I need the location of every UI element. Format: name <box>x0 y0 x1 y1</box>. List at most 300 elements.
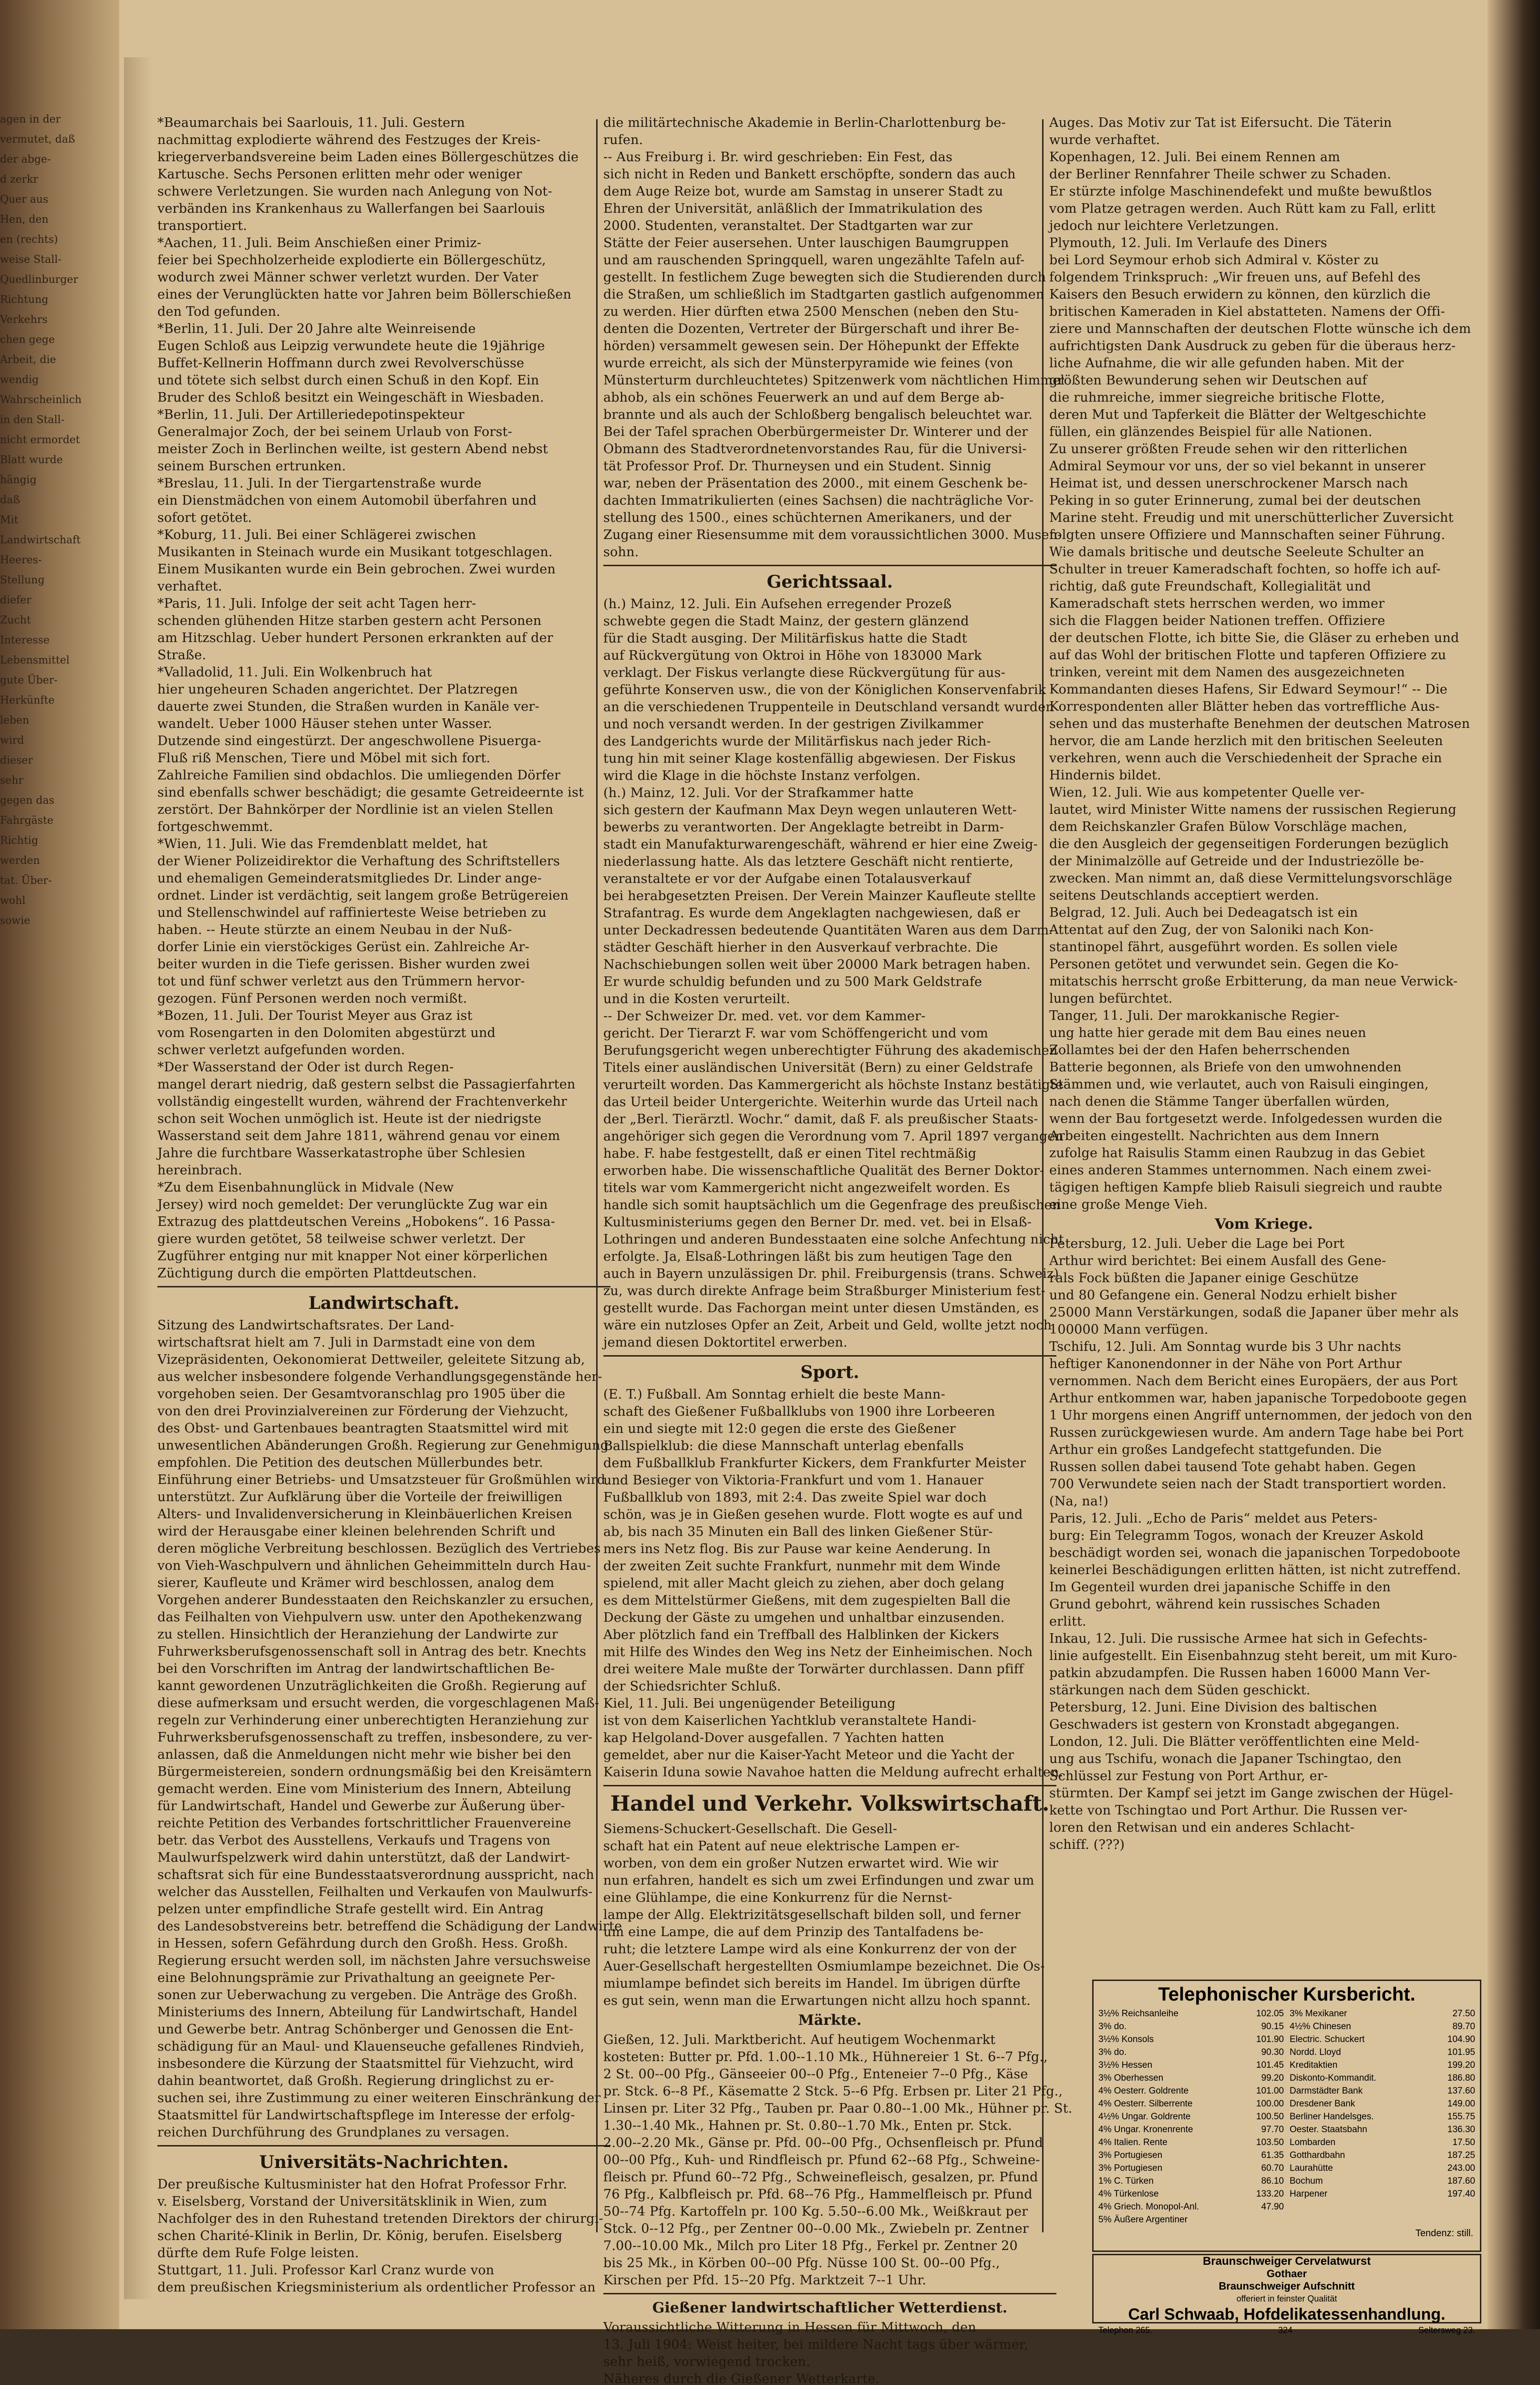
stock-report-box <box>1092 1980 1481 2252</box>
text-line: schenden glühenden Hitze starben gestern acht Personen <box>157 613 542 628</box>
stock-price: 100.50 <box>1256 2112 1284 2122</box>
text-line: *Berlin, 11. Juli. Der Artilleriedepotinspekteur <box>157 407 465 422</box>
text-line: Zugführer entging nur mit knapper Not einer körperlichen <box>157 1249 548 1264</box>
text-line: Generalmajor Zoch, der bei seinem Urlaub von Forst- <box>157 425 512 439</box>
stock-price: 90.30 <box>1261 2047 1284 2057</box>
text-line: ein und siegte mit 12:0 gegen die erste des Gießener <box>603 1421 956 1436</box>
stock-row <box>1290 2020 1475 2033</box>
adjacent-text-fragment: Interesse <box>0 634 50 646</box>
text-line: lautet, wird Minister Witte namens der russischen Regierung <box>1049 802 1457 817</box>
adjacent-text-fragment: nicht ermordet <box>0 434 80 446</box>
text-line: um eine Lampe, die auf dem Prinzip des Tantalfadens be- <box>603 1925 984 1939</box>
text-line: giere wurden getötet, 58 teilweise schwer verletzt. Der <box>157 1232 525 1246</box>
stock-name: 3½% Konsols <box>1098 2034 1154 2044</box>
text-line: von Vieh-Waschpulvern und ähnlichen Geheimmitteln durch Hau- <box>157 1558 591 1573</box>
text-line: zu, was durch direkte Anfrage beim Straßburger Ministerium fest- <box>603 1284 1045 1298</box>
text-line: Einführung einer Betriebs- und Umsatzsteuer für Großmühlen wird <box>157 1472 606 1487</box>
text-line: Kommandanten dieses Hafens, Sir Edward Seymour!“ -- Die <box>1049 682 1447 697</box>
text-line: eines anderen Stammes unternommen. Nach einem zwei- <box>1049 1163 1432 1178</box>
text-line: kosteten: Butter pr. Pfd. 1.00--1.10 Mk., Hühnereier 1 St. 6--7 Pfg., <box>603 2050 1048 2064</box>
text-line: tät Professor Prof. Dr. Thurneysen und ein Student. Sinnig <box>603 459 992 474</box>
text-line: der Schiedsrichter Schluß. <box>603 1679 781 1694</box>
stock-price: 133.20 <box>1256 2189 1284 2199</box>
text-line: Gießen, 12. Juli. Marktbericht. Auf heutigem Wochenmarkt <box>603 2032 996 2047</box>
stock-row <box>1290 2188 1475 2200</box>
stock-row <box>1290 2097 1475 2110</box>
text-line: mit Hilfe des Windes den Weg ins Netz der Einheimischen. Noch <box>603 1645 1033 1659</box>
text-line: gestellt. In festlichem Zuge bewegten sich die Studierenden durch <box>603 270 1046 285</box>
text-line: Züchtigung durch die empörten Plattdeutschen. <box>157 1266 477 1281</box>
text-line: den Tod gefunden. <box>157 304 280 319</box>
text-line: tung hin mit seiner Klage kostenfällig abgewiesen. Der Fiskus <box>603 751 1016 766</box>
text-line: Plymouth, 12. Juli. Im Verlaufe des Diners <box>1049 236 1327 250</box>
stock-price: 101.45 <box>1256 2060 1284 2070</box>
text-line: vorgehoben seien. Der Gesamtvoranschlag pro 1905 über die <box>157 1387 566 1401</box>
text-line: -- Der Schweizer Dr. med. vet. vor dem Kammer- <box>603 1009 926 1024</box>
adjacent-text-fragment: Richtig <box>0 835 39 847</box>
text-line: Stätte der Feier ausersehen. Unter lauschigen Baumgruppen <box>603 236 1009 250</box>
stock-price: 187.25 <box>1447 2150 1475 2160</box>
stock-price: 61.35 <box>1261 2150 1284 2160</box>
stock-name: 4% Oesterr. Goldrente <box>1098 2086 1189 2096</box>
text-line: dorfer Linie ein vierstöckiges Gerüst ein. Zahlreiche Ar- <box>157 940 529 954</box>
adjacent-text-fragment: tat. Über- <box>0 875 52 887</box>
adjacent-text-fragment: in den Stall- <box>0 414 64 426</box>
text-line: Berufungsgericht wegen unberechtigter Führung des akademischen <box>603 1043 1058 1058</box>
adjacent-page-text <box>0 110 114 1779</box>
text-line: London, 12. Juli. Die Blätter veröffentlichten eine Meld- <box>1049 1734 1420 1749</box>
stock-name: 3½% Hessen <box>1098 2060 1153 2070</box>
stock-name: Harpener <box>1290 2189 1328 2199</box>
text-line: sich die Flaggen beider Nationen treffen. Offiziere <box>1049 613 1385 628</box>
text-line: war, neben der Präsentation des 2000., mit einem Geschenk be- <box>603 476 1028 491</box>
text-line: Regierung ersucht werden soll, im nächsten Jahre versuchsweise <box>157 1953 591 1968</box>
text-line: Vorgehen anderer Bundesstaaten den Reichskanzler zu ersuchen, <box>157 1593 594 1607</box>
text-line: *Aachen, 11. Juli. Beim Anschießen einer Primiz- <box>157 236 482 250</box>
adjacent-text-fragment: en (rechts) <box>0 234 58 246</box>
text-line: und 80 Gefangene ein. General Nodzu erhielt bisher <box>1049 1288 1397 1303</box>
text-line: Batterie begonnen, als Briefe von den umwohnenden <box>1049 1060 1402 1075</box>
text-line: titels war vom Kammergericht nicht angezweifelt worden. Es <box>603 1181 1010 1195</box>
text-line: Fuhrwerksberufsgenossenschaft zu treffen, insbesondere, zu ver- <box>157 1730 593 1745</box>
text-line: Zu unserer größten Freude sehen wir den ritterlichen <box>1049 442 1408 456</box>
universitaet-text <box>157 2176 610 2296</box>
text-line: Vizepräsidenten, Oekonomierat Dettweiler, geleitete Sitzung ab, <box>157 1352 585 1367</box>
text-line: empfohlen. Die Petition des deutschen Müllerbundes betr. <box>157 1455 543 1470</box>
text-line: Heimat ist, und dessen unerschrockener Marsch nach <box>1049 476 1408 491</box>
text-line: Stuttgart, 11. Juli. Professor Karl Cranz wurde von <box>157 2263 495 2278</box>
text-line: stärkungen nach dem Süden geschickt. <box>1049 1683 1311 1698</box>
stock-name: 4% Griech. Monopol-Anl. <box>1098 2202 1199 2212</box>
text-line: seitens Deutschlands acceptiert werden. <box>1049 888 1319 903</box>
text-line: Näheres durch die Gießener Wetterkarte. <box>603 2372 880 2385</box>
text-line: geführte Konserven usw., die von der Königlichen Konservenfabrik <box>603 683 1046 697</box>
stock-row <box>1098 2162 1284 2175</box>
telegram-items <box>1049 114 1478 1213</box>
adjacent-text-fragment: Stellung <box>0 574 45 586</box>
text-line: wurde erreicht, als sich der Münsterpyramide wie feines (von <box>603 356 1013 371</box>
stock-row <box>1290 2007 1475 2020</box>
text-line: richtig, daß gute Freundschaft, Kollegialität und <box>1049 579 1371 594</box>
text-line: spielend, mit aller Macht gleich zu ziehen, aber doch gelang <box>603 1576 1005 1591</box>
text-line: hörden) versammelt gewesen sein. Der Höhepunkt der Effekte <box>603 339 1020 353</box>
text-line: *Beaumarchais bei Saarlouis, 11. Juli. Gestern <box>157 115 465 130</box>
stock-name: 3% Portugiesen <box>1098 2150 1163 2160</box>
text-line: und ehemaligen Gemeinderatsmitgliedes Dr. Linder ange- <box>157 871 542 886</box>
stock-name: 3% Mexikaner <box>1290 2009 1347 2019</box>
text-line: verhaftet. <box>157 579 222 594</box>
text-line: dahin beantwortet, daß Großh. Regierung dringlichst zu er- <box>157 2074 554 2088</box>
text-line: diese aufmerksam und ersucht werden, die vorgeschlagenen Maß- <box>157 1696 599 1711</box>
text-line: schön, was je in Gießen gesehen wurde. Flott wogte es auf und <box>603 1507 1023 1522</box>
text-line: linie aufgestellt. Ein Eisenbahnzug steht bereit, um mit Kuro- <box>1049 1649 1457 1663</box>
text-line: auch in Bayern unzulässigen Dr. phil. Freiburgensis (trans. Schweiz) <box>603 1266 1059 1281</box>
adjacent-text-fragment: der abge- <box>0 154 51 166</box>
text-line: *Paris, 11. Juli. Infolge der seit acht Tagen herr- <box>157 596 476 611</box>
text-line: bei herabgesetzten Preisen. Der Verein Mainzer Kaufleute stellte <box>603 889 1036 903</box>
stock-row <box>1098 2046 1284 2059</box>
text-line: Strafantrag. Es wurde dem Angeklagten nachgewiesen, daß er <box>603 906 1021 921</box>
text-line: der Berliner Rennfahrer Theile schwer zu Schaden. <box>1049 167 1392 182</box>
text-line: hereinbrach. <box>157 1163 243 1178</box>
adjacent-text-fragment: wendig <box>0 374 39 386</box>
text-line: welcher das Ausstellen, Feilhalten und Verkaufen von Maulwurfs- <box>157 1885 593 1899</box>
adjacent-text-fragment: chen gege <box>0 334 55 346</box>
ad-address: Seltersweg 23. <box>1418 2325 1475 2335</box>
stock-price: 101.90 <box>1256 2034 1284 2044</box>
text-line: Titels einer ausländischen Universität (Bern) zu einer Geldstrafe <box>603 1060 1034 1075</box>
stock-price: 27.50 <box>1452 2009 1475 2019</box>
text-line: (E. T.) Fußball. Am Sonntag erhielt die beste Mann- <box>603 1387 945 1402</box>
text-line: es dem Mittelstürmer Gießens, mit dem zugespielten Ball die <box>603 1593 1011 1608</box>
text-line: Bürgermeistereien, sondern ordnungsmäßig bei den Kreisämtern <box>157 1764 592 1779</box>
stock-price: 101.00 <box>1256 2086 1284 2096</box>
text-line: verkehren, wenn auch die Verschiedenheit der Sprache ein <box>1049 751 1442 766</box>
text-line: Kiel, 11. Juli. Bei ungenügender Beteiligung <box>603 1696 896 1711</box>
text-line: aufrichtigsten Dank Ausdruck zu geben für die überaus herz- <box>1049 339 1456 353</box>
text-line: Fluß riß Menschen, Tiere und Möbel mit sich fort. <box>157 751 491 766</box>
text-line: Inkau, 12. Juli. Die russische Armee hat sich in Gefechts- <box>1049 1631 1427 1646</box>
text-line: folgten unsere Offiziere und Mannschaften seiner Führung. <box>1049 528 1446 542</box>
text-line: stürmten. Der Kampf sei jetzt im Gange zwischen der Hügel- <box>1049 1786 1454 1801</box>
text-line: Er stürzte infolge Maschinendefekt und mußte bewußtlos <box>1049 184 1432 199</box>
stock-row <box>1290 2175 1475 2188</box>
text-line: am Hitzschlag. Ueber hundert Personen erkrankten auf der <box>157 631 553 645</box>
text-line: Ballspielklub: die diese Mannschaft unterlag ebenfalls <box>603 1439 964 1453</box>
adjacent-text-fragment: weise Stall- <box>0 254 62 266</box>
text-line: gezogen. Fünf Personen werden noch vermißt. <box>157 991 467 1006</box>
text-line: Zahlreiche Familien sind obdachlos. Die umliegenden Dörfer <box>157 768 561 783</box>
text-line: auf das Wohl der britischen Flotte und tapferen Offiziere zu <box>1049 648 1447 663</box>
text-line: ab, bis nach 35 Minuten ein Ball des linken Gießener Stür- <box>603 1524 993 1539</box>
text-line: heftiger Kanonendonner in der Nähe von Port Arthur <box>1049 1357 1402 1371</box>
text-line: Buffet-Kellnerin Hoffmann durch zwei Revolverschüsse <box>157 356 525 371</box>
stock-price: 102.05 <box>1256 2009 1284 2019</box>
text-line: Er wurde schuldig befunden und zu 500 Mark Geldstrafe <box>603 975 982 989</box>
text-line: vollständig eingestellt wurden, während der Frachtenverkehr <box>157 1094 568 1109</box>
text-line: brannte und als auch der Schloßberg bengalisch beleuchtet war. <box>603 407 1033 422</box>
text-line: Fuhrwerksberufsgenossenschaft soll in Antrag des betr. Knechts <box>157 1644 587 1659</box>
text-line: stadt ein Manufakturwarengeschäft, während er hier eine Zweig- <box>603 837 1038 852</box>
stock-name: 3% do. <box>1098 2022 1127 2032</box>
text-line: kannt gewordenen Unzuträglichkeiten die Großh. Regierung auf <box>157 1679 586 1693</box>
text-line: schwebte gegen die Stadt Mainz, der gestern glänzend <box>603 614 969 629</box>
text-line: Kopenhagen, 12. Juli. Bei einem Rennen am <box>1049 150 1340 165</box>
stock-row <box>1098 2123 1284 2136</box>
text-line: Ehren der Universität, anläßlich der Immatrikulation des <box>603 201 983 216</box>
stock-price: 101.95 <box>1447 2047 1475 2057</box>
text-line: Straße. <box>157 648 207 663</box>
stock-name: 4% Türkenlose <box>1098 2189 1159 2199</box>
text-line: gericht. Der Tierarzt F. war vom Schöffengericht und vom <box>603 1026 989 1041</box>
text-line: schiff. (???) <box>1049 1837 1125 1852</box>
text-line: Attentat auf den Zug, der von Saloniki nach Kon- <box>1049 923 1374 937</box>
text-line: transportiert. <box>157 218 248 233</box>
stock-price: 137.60 <box>1447 2086 1475 2096</box>
text-line: mitatschis herrscht große Erbitterung, da man neue Verwick- <box>1049 974 1458 989</box>
adjacent-text-fragment: sehr <box>0 775 23 787</box>
gutter-shadow <box>124 57 153 2299</box>
text-line: 2.00--2.20 Mk., Gänse pr. Pfd. 00--00 Pfg., Ochsenfleisch pr. Pfund <box>603 2136 1044 2150</box>
stock-price: 187.60 <box>1447 2176 1475 2186</box>
stock-name: Nordd. Lloyd <box>1290 2047 1341 2057</box>
text-line: Eugen Schloß aus Leipzig verwundete heute die 19jährige <box>157 339 545 353</box>
text-line: Jahre die furchtbare Wasserkatastrophe über Schlesien <box>157 1146 526 1161</box>
text-line: Schlüssel zur Festung von Port Arthur, er- <box>1049 1769 1328 1784</box>
text-line: anlassen, daß die Anmeldungen nicht mehr wie bisher bei den <box>157 1747 571 1762</box>
text-line: hier ungeheuren Schaden angerichtet. Der Platzregen <box>157 682 518 697</box>
text-line: eine Glühlampe, die eine Konkurrenz für die Nernst- <box>603 1890 952 1905</box>
text-line: 700 Verwundete seien nach der Stadt transportiert worden. <box>1049 1477 1447 1492</box>
text-line: Wasserstand seit dem Jahre 1811, während genau vor einem <box>157 1129 560 1143</box>
adjacent-text-fragment: Blatt wurde <box>0 454 63 466</box>
text-line: sohn. <box>603 545 639 560</box>
adjacent-text-fragment: Herkünfte <box>0 695 55 706</box>
text-line: schaft hat ein Patent auf neue elektrische Lampen er- <box>603 1839 960 1854</box>
text-line: *Wien, 11. Juli. Wie das Fremdenblatt meldet, hat <box>157 837 488 851</box>
text-line: und in die Kosten verurteilt. <box>603 992 790 1006</box>
text-line: der „Berl. Tierärztl. Wochr.“ damit, daß F. als preußischer Staats- <box>603 1112 1038 1127</box>
text-line: unterstützt. Zur Aufklärung über die Vorteile der freiwilligen <box>157 1490 563 1504</box>
text-line: wird der Herausgabe einer kleinen belehrenden Schrift und <box>157 1524 556 1539</box>
text-line: suchen sei, ihre Zustimmung zu einer weiteren Einschränkung der <box>157 2091 601 2105</box>
text-line: zerstört. Der Bahnkörper der Nordlinie ist an vielen Stellen <box>157 802 554 817</box>
stock-name: Darmstädter Bank <box>1290 2086 1363 2096</box>
adjacent-text-fragment: wohl <box>0 895 26 907</box>
text-line: ist von dem Kaiserlichen Yachtklub veranstaltete Handi- <box>603 1713 977 1728</box>
stock-row <box>1290 2033 1475 2046</box>
column-3 <box>1049 114 1478 1975</box>
text-line: Kameradschaft stets herrschen werden, wo immer <box>1049 596 1385 611</box>
stock-row <box>1098 2110 1284 2123</box>
text-line: Münsterturm durchleuchtetes) Spitzenwerk vom nächtlichen Himmel <box>603 373 1065 388</box>
section-title-landwirtschaft: Landwirtschaft. <box>308 1293 460 1313</box>
text-line: verurteilt worden. Das Kammergericht als höchste Instanz bestätigte <box>603 1078 1064 1092</box>
text-line: der Wiener Polizeidirektor die Verhaftung des Schriftstellers <box>157 854 560 869</box>
text-line: dauerte zwei Stunden, die Straßen wurden in Kanäle ver- <box>157 699 539 714</box>
divider <box>157 2145 610 2146</box>
text-line: fleisch pr. Pfund 60--72 Pfg., Schweinefleisch, gesalzen, pr. Pfund <box>603 2170 1038 2185</box>
text-line: Lothringen und anderen Bundesstaaten eine solche Anfechtung nicht <box>603 1232 1064 1247</box>
text-line: von den drei Provinzialvereinen zur Förderung der Viehzucht, <box>157 1404 569 1419</box>
stock-row <box>1098 2084 1284 2097</box>
text-line: pr. Stck. 6--8 Pf., Käsematte 2 Stck. 5--6 Pfg. Erbsen pr. Liter 21 Pfg., <box>603 2084 1063 2099</box>
text-line: pelzen unter empfindliche Strafe gestellt wird. Ein Antrag <box>157 1902 544 1917</box>
text-line: Dutzende sind eingestürzt. Der angeschwollene Pisuerga- <box>157 734 541 748</box>
text-line: Deckung der Gäste zu umgehen und unhaltbar einzusenden. <box>603 1610 1005 1625</box>
text-line: angehöriger sich gegen die Verordnung vom 7. April 1897 vergangen <box>603 1129 1064 1144</box>
text-line: Arthur wird berichtet: Bei einem Ausfall des Gene- <box>1049 1254 1386 1268</box>
text-line: jedoch nur leichtere Verletzungen. <box>1049 218 1279 233</box>
adjacent-text-fragment: diefer <box>0 594 31 606</box>
stock-row <box>1290 2162 1475 2175</box>
text-line: sonen zur Ueberwachung zu vergeben. Die Anträge des Großh. <box>157 1988 578 2002</box>
text-line: haben. -- Heute stürzte an einem Neubau in der Nuß- <box>157 923 512 937</box>
text-line: Arthur ein großes Landgefecht stattgefunden. Die <box>1049 1442 1382 1457</box>
text-line: 13. Juli 1904: Weist heiter, bei mildere Nacht tags über wärmer, <box>603 2337 1028 2352</box>
text-line: *Der Wasserstand der Oder ist durch Regen- <box>157 1060 454 1075</box>
stock-price: 103.50 <box>1256 2137 1284 2147</box>
text-line: *Valladolid, 11. Juli. Ein Wolkenbruch hat <box>157 665 432 680</box>
text-line: loren den Retwisan und ein anderes Schlacht- <box>1049 1820 1355 1835</box>
section-title-universitaet: Universitäts-Nachrichten. <box>259 2152 509 2172</box>
text-line: patkin abzudampfen. Die Russen haben 16000 Mann Ver- <box>1049 1666 1430 1680</box>
text-line: erlitt. <box>1049 1614 1086 1629</box>
text-line: bewerbs zu verantworten. Der Angeklagte betreibt in Darm- <box>603 820 1004 835</box>
stock-name: 4% Italien. Rente <box>1098 2137 1168 2147</box>
stock-name: 1% C. Türken <box>1098 2176 1154 2186</box>
stock-name: Laurahütte <box>1290 2163 1333 2173</box>
text-line: für Landwirtschaft, Handel und Gewerbe zur Äußerung über- <box>157 1799 565 1814</box>
stock-row <box>1098 2149 1284 2162</box>
text-line: gemeldet, aber nur die Kaiser-Yacht Meteor und die Yacht der <box>603 1748 1014 1763</box>
adjacent-text-fragment: Quer aus <box>0 194 49 206</box>
text-line: Kirschen per Pfd. 15--20 Pfg. Marktzeit 7--1 Uhr. <box>603 2273 927 2288</box>
text-line: tot und fünf schwer verletzt aus den Trümmern hervor- <box>157 974 525 989</box>
text-line: Wien, 12. Juli. Wie aus kompetenter Quelle ver- <box>1049 785 1365 800</box>
text-line: seinem Burschen ertrunken. <box>157 459 346 474</box>
stock-price: 97.70 <box>1261 2125 1284 2135</box>
text-line: sehr heiß, vorwiegend trocken. <box>603 2354 811 2369</box>
text-line: 100000 Mann verfügen. <box>1049 1322 1209 1337</box>
text-line: mangel derart niedrig, daß gestern selbst die Passagierfahrten <box>157 1077 576 1092</box>
text-line: dachten Immatrikulierten (eines Sachsen) die nachträgliche Vor- <box>603 493 1034 508</box>
text-line: Staatsmittel für Landwirtschaftspflege im Interesse der erfolg- <box>157 2108 575 2123</box>
text-line: sierer, Kaufleute und Krämer wird beschlossen, analog dem <box>157 1576 555 1590</box>
text-line: und Stellenschwindel auf raffinierteste Weise betrieben zu <box>157 905 547 920</box>
stock-price: 89.70 <box>1452 2022 1475 2032</box>
stock-row <box>1098 2059 1284 2072</box>
section-title-handel: Handel und Verkehr. Volkswirtschaft. <box>610 1792 1050 1816</box>
text-line: der deutschen Flotte, ich bitte Sie, die Gläser zu erheben und <box>1049 631 1459 645</box>
stock-row <box>1098 2020 1284 2033</box>
text-line: keinerlei Beschädigungen erlitten hätten, ist nicht zutreffend. <box>1049 1563 1461 1577</box>
stock-name: Diskonto-Kommandit. <box>1290 2073 1376 2083</box>
text-line: sehen und das musterhafte Benehmen der deutschen Matrosen <box>1049 716 1470 731</box>
stock-price: 243.00 <box>1447 2163 1475 2173</box>
stock-row <box>1098 2033 1284 2046</box>
text-line: handle sich somit hauptsächlich um die Gegenfrage des preußischen <box>603 1198 1061 1213</box>
text-line: drei weitere Male mußte der Torwärter durchlassen. Dann pfiff <box>603 1662 1024 1677</box>
text-line: Extrazug des plattdeutschen Vereins „Hobokens“. 16 Passa- <box>157 1214 556 1229</box>
text-line: unwesentlichen Abänderungen Großh. Regierung zur Genehmigung <box>157 1438 609 1453</box>
text-line: 00--00 Pfg., Kuh- und Rindfleisch pr. Pfund 62--68 Pfg., Schweine- <box>603 2153 1040 2167</box>
stock-name: Dresdener Bank <box>1290 2099 1355 2109</box>
text-line: Grund gebohrt, während kein russisches Schaden <box>1049 1597 1381 1612</box>
stock-name: 3½% Reichsanleihe <box>1098 2009 1178 2019</box>
text-line: städter Geschäft hierher in den Ausverkauf verbrachte. Die <box>603 940 998 955</box>
text-line: *Breslau, 11. Juli. In der Tiergartenstraße wurde <box>157 476 482 491</box>
text-line: füllen, ein glänzendes Beispiel für alle Nationen. <box>1049 425 1373 439</box>
text-line: nun erfahren, handelt es sich um zwei Erfindungen und zwar um <box>603 1873 1034 1888</box>
text-line: -- Aus Freiburg i. Br. wird geschrieben: Ein Fest, das <box>603 150 953 165</box>
ad-line-4: offeriert in feinster Qualität <box>1236 2294 1337 2303</box>
text-line: und Besieger von Viktoria-Frankfurt und vom 1. Hanauer <box>603 1473 984 1488</box>
stock-price: 136.30 <box>1447 2125 1475 2135</box>
text-line: Ministeriums des Innern, Abteilung für Landwirtschaft, Handel <box>157 2005 578 2020</box>
text-line: größten Bewunderung sehen wir Deutschen auf <box>1049 373 1367 388</box>
freiburg-text <box>603 114 1065 561</box>
text-line: Arthur entkommen war, haben japanische Torpedoboote gegen <box>1049 1391 1467 1406</box>
text-line: zwecken. Man nimmt an, daß diese Vermittelungsvorschläge <box>1049 871 1453 886</box>
text-line: tägigen heftigen Kampfe blieb Raisuli siegreich und raubte <box>1049 1180 1443 1195</box>
adjacent-text-fragment: Wahrscheinlich <box>0 394 82 406</box>
text-line: die ruhmreiche, immer siegreiche britische Flotte, <box>1049 390 1385 405</box>
text-line: eines der Verunglückten hatte vor Jahren beim Böllerschießen <box>157 287 572 302</box>
text-line: hervor, die am Lande herzlich mit den britischen Seeleuten <box>1049 734 1443 748</box>
text-line: Kultusministeriums gegen den Berner Dr. med. vet. bei in Elsaß- <box>603 1215 1032 1230</box>
stock-name: 4½% Ungar. Goldrente <box>1098 2112 1191 2122</box>
text-line: rufen. <box>603 133 643 147</box>
text-line: Bruder des Schloß besitzt ein Weingeschäft in Wiesbaden. <box>157 390 544 405</box>
text-line: schon seit Wochen unmöglich ist. Heute ist der niedrigste <box>157 1111 542 1126</box>
text-line: denten die Dozenten, Vertreter der Bürgerschaft und ihrer Be- <box>603 321 1019 336</box>
text-line: Tschifu, 12. Juli. Am Sonntag wurde bis 3 Uhr nachts <box>1049 1339 1401 1354</box>
stock-price: 149.00 <box>1447 2099 1475 2109</box>
text-line: Sitzung des Landwirtschaftsrates. Der Land- <box>157 1318 455 1333</box>
stock-name: 3% do. <box>1098 2047 1127 2057</box>
text-line: erworben habe. Die wissenschaftliche Qualität des Berner Doktor- <box>603 1163 1044 1178</box>
text-line: gestellt wurde. Das Fachorgan meint unter diesen Umständen, es <box>603 1301 1039 1316</box>
text-line: Schulter in treuer Kameradschaft fochten, so hoffe ich auf- <box>1049 562 1441 577</box>
text-line: schwer verletzt aufgefunden worden. <box>157 1043 405 1058</box>
adjacent-text-fragment: Mit <box>0 514 19 526</box>
text-line: kap Helgoland-Dover ausgefallen. 7 Yachten hatten <box>603 1731 944 1745</box>
text-line: dem Reichskanzler Grafen Bülow Vorschläge machen, <box>1049 819 1407 834</box>
stock-name: Kreditaktien <box>1290 2060 1338 2070</box>
adjacent-text-fragment: gute Über- <box>0 674 58 686</box>
text-line: aus welcher insbesondere folgende Verhandlungsgegenstände her- <box>157 1369 602 1384</box>
stock-row <box>1290 2072 1475 2084</box>
stock-report-title: Telephonischer Kursbericht. <box>1158 1984 1416 2005</box>
text-line: 1.30--1.40 Mk., Hahnen pr. St. 0.80--1.70 Mk., Enten pr. Stck. <box>603 2118 1013 2133</box>
advertisement <box>1092 2254 1481 2335</box>
text-line: zu stellen. Hinsichtlich der Heranziehung der Landwirte zur <box>157 1627 558 1642</box>
section-title-wetter: Gießener landwirtschaftlicher Wetterdienst. <box>652 2300 1008 2316</box>
text-line: sofort getötet. <box>157 510 252 525</box>
text-line: schwere Verletzungen. Sie wurden nach Anlegung von Not- <box>157 184 552 199</box>
stock-price: 99.20 <box>1261 2073 1284 2083</box>
right-page-edge <box>1488 0 1540 2329</box>
divider <box>603 1785 1056 1786</box>
adjacent-text-fragment: sowie <box>0 915 31 927</box>
text-line: Stämmen und, wie verlautet, auch von Raisuli eingingen, <box>1049 1077 1429 1092</box>
section-title-krieg: Vom Kriege. <box>1215 1216 1313 1233</box>
text-line: trinken, vereint mit dem Namen des ausgezeichneten <box>1049 665 1405 680</box>
adjacent-text-fragment: werden <box>0 855 40 867</box>
text-line: *Bozen, 11. Juli. Der Tourist Meyer aus Graz ist <box>157 1008 473 1023</box>
adjacent-text-fragment: vermutet, daß <box>0 134 75 145</box>
